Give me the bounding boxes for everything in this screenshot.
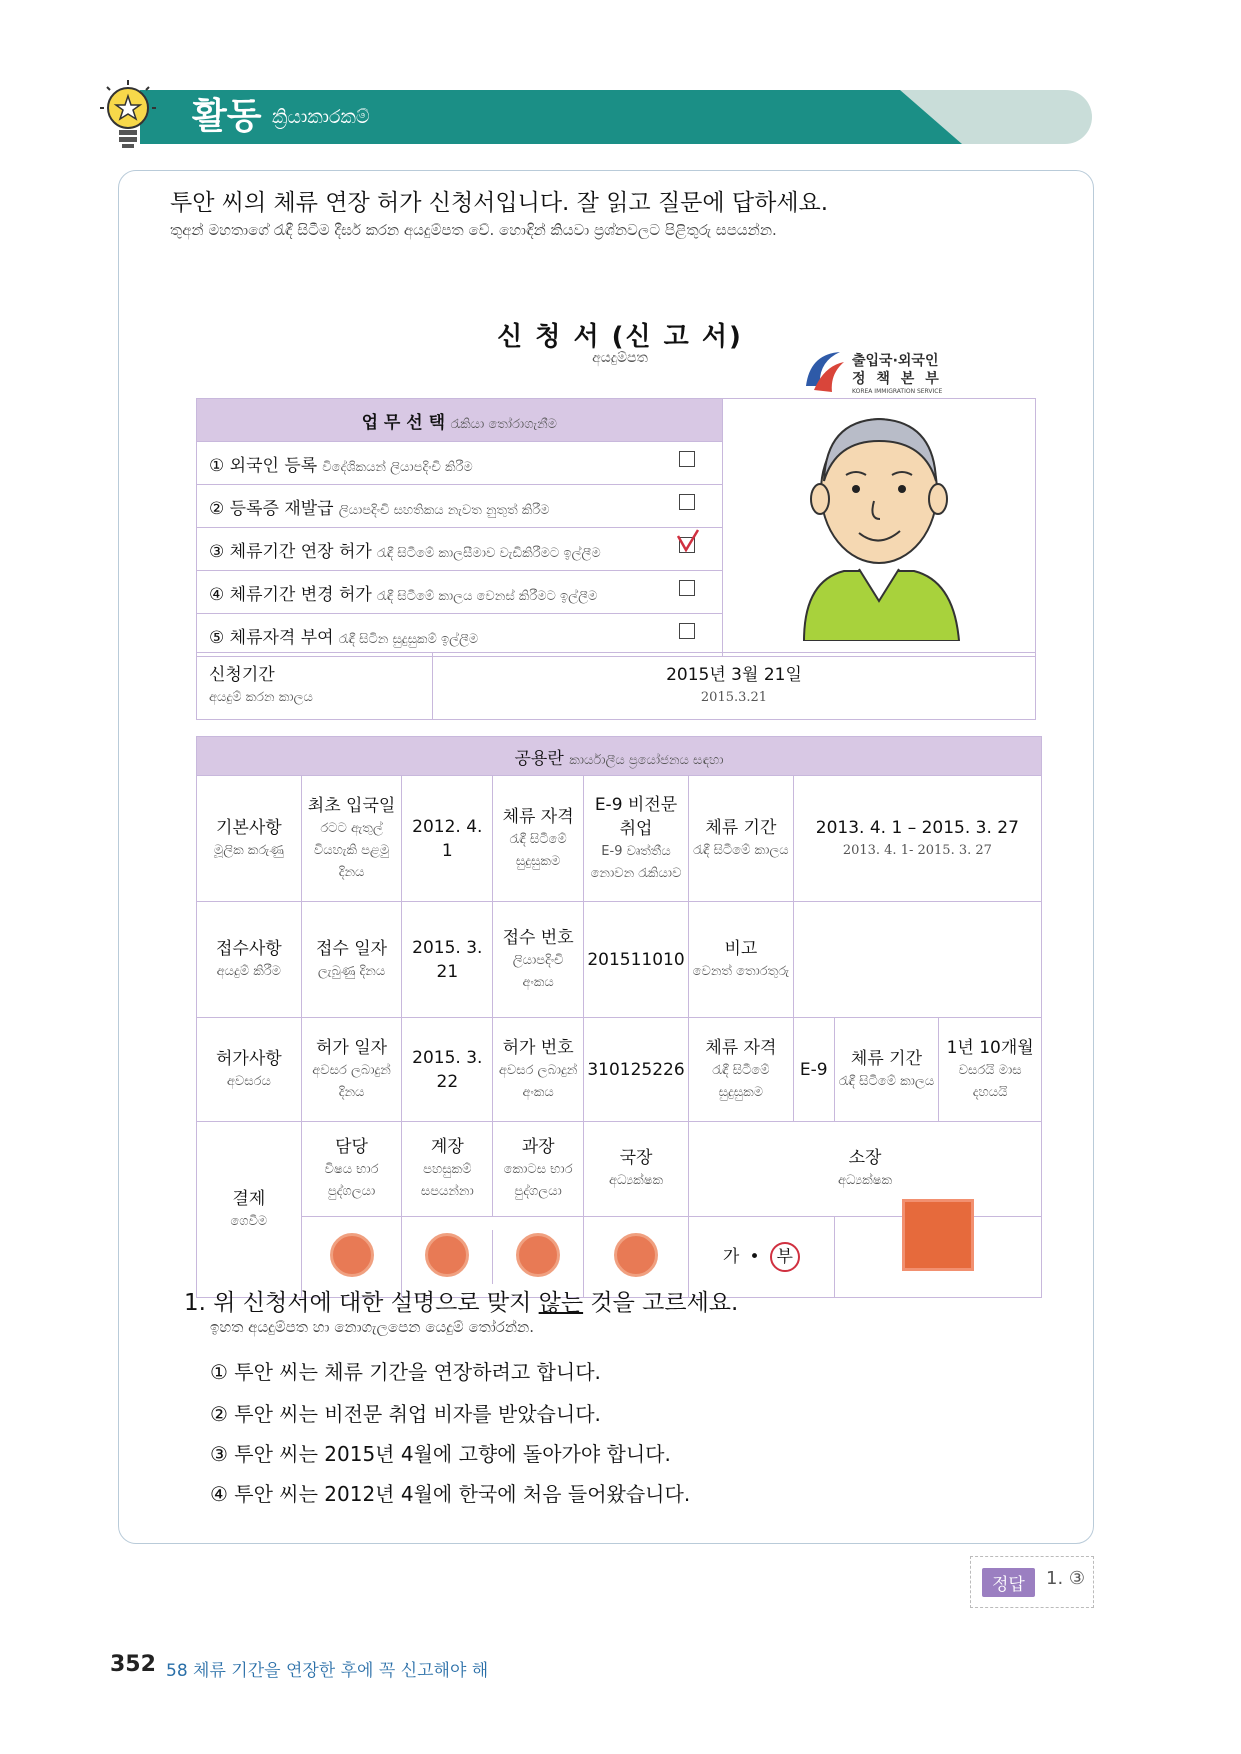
choice-2[interactable]: ② 투안 씨는 비전문 취업 비자를 받았습니다. [210, 1402, 601, 1426]
question-1-sinhala: ඉහත අයදුම්පත හා නොගැලපෙන යෙදුම් තෝරන්න. [210, 1318, 534, 1336]
checkmark-icon [676, 528, 700, 554]
head-office-square-seal [902, 1199, 974, 1271]
basic-label: 기본사항 මූලික කරුණු [197, 776, 302, 902]
head-office-label: 소장 අධ්‍යක්ෂක [689, 1122, 1042, 1217]
chief-seal-stamp [425, 1233, 469, 1277]
permit-period-label: 체류 기간 රැඳී සිටීමේ කාලය [834, 1018, 939, 1122]
task-option-1: ① 외국인 등록 විදේශිකයන් ලියාපදිංචි කිරීම [197, 442, 723, 485]
task-option-2: ② 등록증 재발급 ලියාපදිංචි සහතිකය නැවත නුතුත් කිරීම [197, 485, 723, 528]
choice-3[interactable]: ③ 투안 씨는 2015년 4월에 고향에 돌아가야 합니다. [210, 1442, 671, 1466]
receipt-date-label: 접수 일자 ලැබුණු දිනය [301, 902, 402, 1018]
immigration-logo-icon [800, 346, 846, 396]
task-selection-table [196, 398, 1036, 657]
chief-subtable [402, 1122, 583, 1216]
answer-label: 정답 [982, 1568, 1035, 1597]
intro-text: 투안 씨의 체류 연장 허가 신청서입니다. 잘 읽고 질문에 답하세요. [170, 190, 829, 216]
receipt-label: 접수사항 අයදුම් කිරීම [197, 902, 302, 1018]
task-option-3: ③ 체류기간 연장 허가 රැඳී සිටීමේ කාලසීමාව වැඩිකිරීමට ඉල්ලීම [197, 528, 723, 571]
chapter-title: 58 체류 기간을 연장한 후에 꼭 신고해야 해 [166, 1661, 489, 1681]
activity-title: 활동 [192, 96, 262, 137]
permit-status-value: E-9 [793, 1018, 834, 1122]
approval-bu-circled: 부 [770, 1242, 800, 1272]
intro-text-sinhala: තුඅන් මහතාගේ රැඳී සිටීම දීර්ඝ කරන අයදුම්පත වේ. හොඳින් කියවා ප්‍රශ්නවලට පිළිතුරු සපයන්න. [170, 221, 777, 239]
question-underline: 않는 [538, 1290, 584, 1316]
chief-seal-subtable [402, 1230, 583, 1284]
chief-section-cell [402, 1122, 584, 1217]
approval-ga: 가 [722, 1247, 740, 1267]
receipt-no-value: 201511010 [584, 902, 689, 1018]
logo-text-1: 출입국·외국인 [852, 353, 939, 369]
office-use-header: 공용란 කාර්යාලීය ප්‍රයෝජනය සඳහා [197, 737, 1042, 776]
form-title-sinhala: අයදුම්පත [592, 350, 648, 366]
application-period-table [196, 652, 1036, 720]
task-option-2-checkbox[interactable] [679, 494, 695, 510]
receipt-date-value: 2015. 3. 21 [402, 902, 493, 1018]
task-option-4: ④ 체류기간 변경 허가 රැඳී සිටීමේ කාලය වෙනස් කිරීමට ඉල්ලීම [197, 571, 723, 614]
choice-4[interactable]: ④ 투안 씨는 2012년 4월에 한국에 처음 들어왔습니다. [210, 1482, 691, 1506]
task-option-3-checkbox-checked[interactable] [679, 537, 695, 553]
task-option-5-checkbox[interactable] [679, 623, 695, 639]
status-label: 체류 자격 රැඳී සිටීමේ සුදුසුකම [493, 776, 584, 902]
section-chief-label: 과장 කොටස භාර පුද්ගලයා [503, 1137, 573, 1199]
stay-period-label: 체류 기간 රැඳී සිටීමේ කාලය [689, 776, 794, 902]
office-use-table [196, 736, 1042, 1298]
period-label: 신청기간 අයදුම් කරන කාලය [197, 653, 433, 720]
permit-no-label: 허가 번호 අවසර ලබාදුන් අංකය [493, 1018, 584, 1122]
period-value: 2015년 3월 21일 2015.3.21 [433, 653, 1036, 720]
permit-label: 허가사항 අවසරය [197, 1018, 302, 1122]
permit-date-value: 2015. 3. 22 [402, 1018, 493, 1122]
permit-date-label: 허가 일자 අවසර ලබාදුන් දිනය [301, 1018, 402, 1122]
first-entry-label: 최초 입국일 රටට ඇතුල් වියහැකි පළමු දිනය [301, 776, 402, 902]
section-chief-seal-stamp [516, 1233, 560, 1277]
answer-value: 1. ③ [1046, 1568, 1086, 1589]
visa-value: E-9 비전문 취업 E-9 වෘත්තීය නොවන රැකියාව [584, 776, 689, 902]
permit-period-value: 1년 10개월 වසරයි මාස දහයයි [939, 1018, 1042, 1122]
permit-no-value: 310125226 [584, 1018, 689, 1122]
lightbulb-star-icon [98, 78, 158, 154]
stay-period-value: 2013. 4. 1 – 2015. 3. 27 2013. 4. 1- 2015. 3. 27 [793, 776, 1041, 902]
director-seal-stamp [614, 1233, 658, 1277]
question-1: 1. 위 신청서에 대한 설명으로 맞지 않는 것을 고르세요. [184, 1290, 739, 1316]
logo-text-3: KOREA IMMIGRATION SERVICE [852, 388, 943, 395]
choice-1[interactable]: ① 투안 씨는 체류 기간을 연장하려고 합니다. [210, 1360, 601, 1384]
task-option-1-checkbox[interactable] [679, 451, 695, 467]
officer-label: 담당 විෂය භාර පුද්ගලයා [301, 1122, 402, 1217]
task-option-5: ⑤ 체류자격 부여 රැඳී සිටින සුදුසුකම් ඉල්ලීම [197, 614, 723, 657]
first-entry-value: 2012. 4. 1 [402, 776, 493, 902]
task-option-4-checkbox[interactable] [679, 580, 695, 596]
remark-value [793, 902, 1041, 1018]
chief-label: 계장 පහසුකම් සපයන්නා [402, 1122, 492, 1216]
director-label: 국장 අධ්‍යක්ෂක [584, 1122, 689, 1217]
page-number: 352 [110, 1652, 156, 1677]
activity-subtitle: ක්‍රියාකාරකම් [272, 106, 370, 128]
head-seal-cell [834, 1217, 1041, 1298]
applicant-illustration [722, 399, 1035, 657]
approval-dot: • [749, 1247, 760, 1267]
man-portrait-icon [764, 411, 994, 641]
approval-label: 결제 ගෙවීම [197, 1122, 302, 1298]
receipt-no-label: 접수 번호 ලියාපදිංචි අංකය [493, 902, 584, 1018]
logo-text-2: 정 책 본 부 [852, 371, 942, 387]
task-section-header: 업 무 선 택 රැකියා තෝරාගැනීම [197, 399, 723, 442]
remark-label: 비고 වෙනත් තොරතුරු [689, 902, 794, 1018]
permit-status-label: 체류 자격 රැඳී සිටීමේ සුදුසුකම [689, 1018, 794, 1122]
header-slant [900, 90, 962, 144]
chief-seal [402, 1230, 492, 1284]
form-title: 신 청 서 (신 고 서) [497, 322, 743, 352]
officer-seal-stamp [330, 1233, 374, 1277]
section-chief-seal [493, 1230, 583, 1284]
